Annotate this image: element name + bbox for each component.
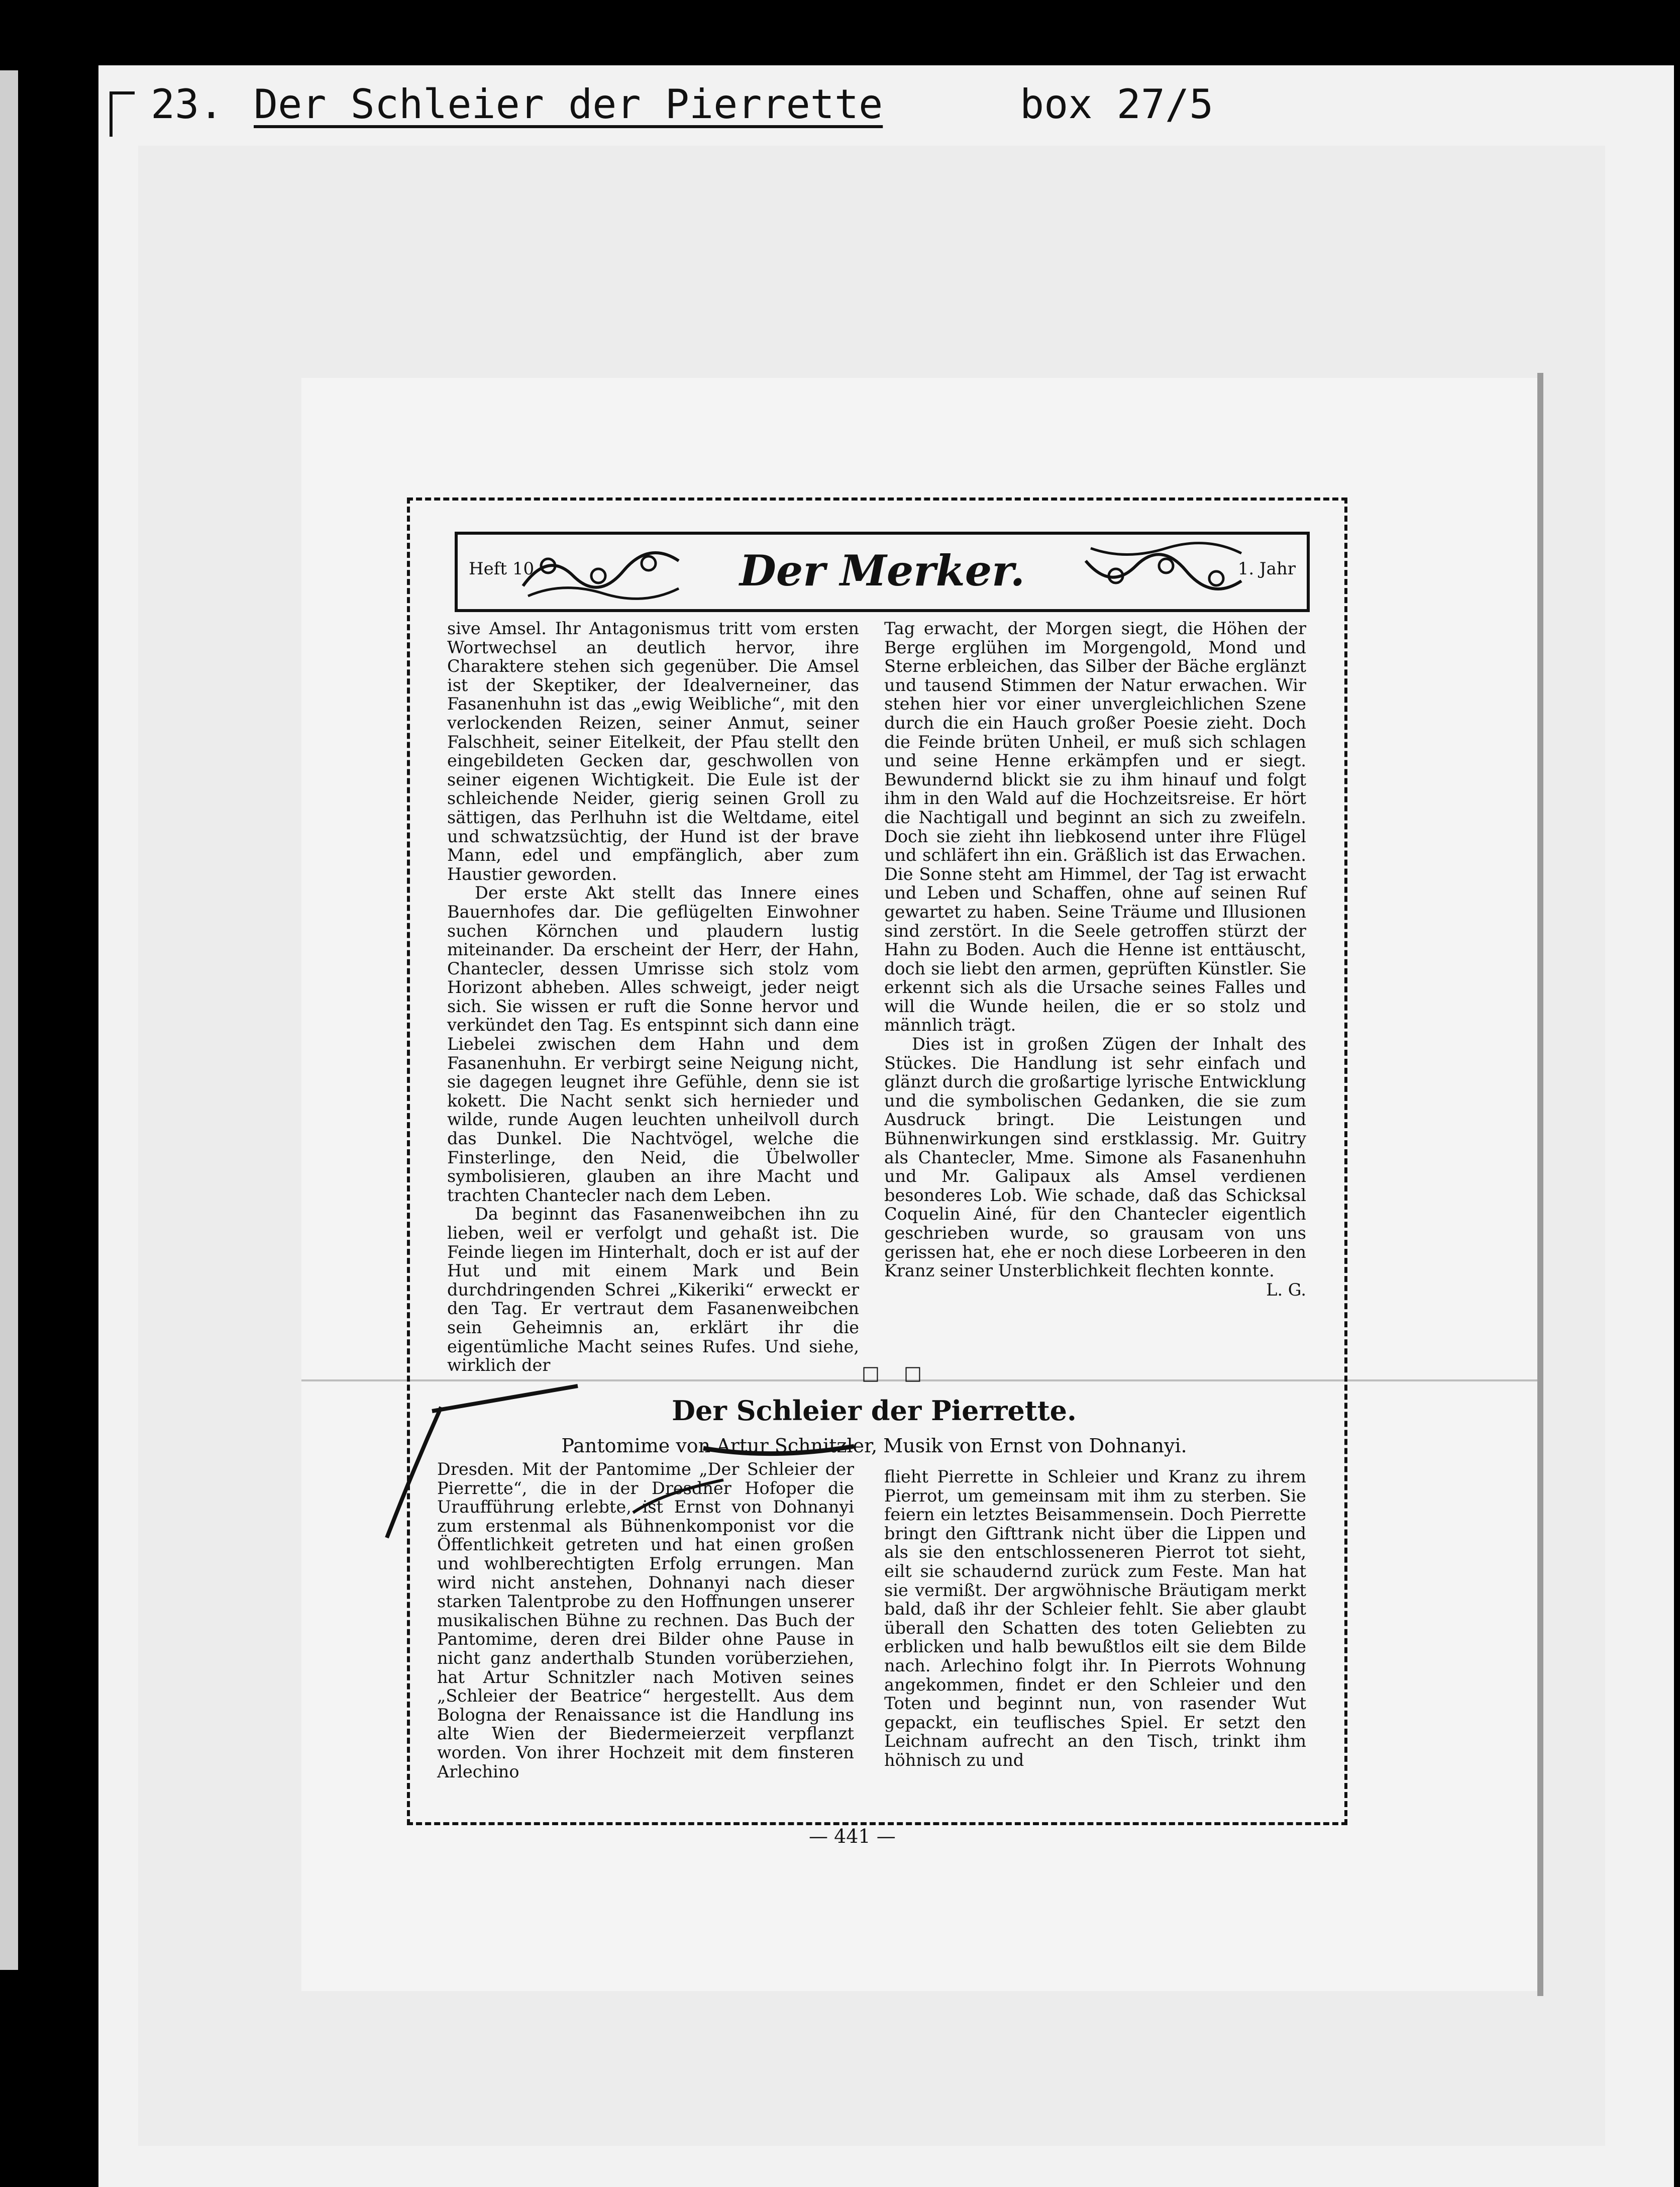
masthead-title: Der Merker. <box>740 546 1025 595</box>
article-title: Der Schleier der Pierrette. <box>672 1395 1077 1427</box>
card-title: Der Schleier der Pierrette <box>254 81 883 128</box>
author-signature: L. G. <box>1266 1279 1306 1300</box>
year-label: 1. Jahr <box>1237 559 1296 579</box>
paragraph: Dresden. Mit der Pantomime „Der Schleier der Pierrette“, die in der Dresdner Hofoper die Uraufführung erlebte, ist Ernst von Dohnanyi zum erstenmal als Bühnenkomponist vor die Öffentlichkeit getreten und hat einen großen und wohlberechtigten Erfolg errungen. Man wird nicht anstehen, Dohnanyi nach dieser starken Talentprobe zu den Hoffnungen unserer musikalischen Bühne zu rechnen. Das Buch der Pantomime, deren drei Bilder ohne Pause in nicht ganz anderthalb Stunden vorüberziehen, hat Artur Schnitzler nach Motiven seines „Schleier der Beatrice“ hergestellt. Aus dem Bologna der Renaissance ist die Handlung ins alte Wien der Biedermeierzeit verpflanzt worden. Von ihrer Hochzeit mit dem finsteren Arlechino <box>437 1459 854 1781</box>
paragraph: Tag erwacht, der Morgen siegt, die Höhen der Berge erglühen im Morgengold, Mond und Sterne erbleichen, das Silber der Bäche erglänzt und tausend Stimmen der Natur erwachen. Wir stehen hier vor einer unvergleichlichen Szene durch die ein Hauch großer Poesie zieht. Doch die Feinde brüten Unheil, er muß sich schlagen und seine Henne erkämpfen und er siegt. Bewundernd blickt sie zu ihm hinauf und folgt ihm in den Wald auf die Hochzeitsreise. Er hört die Nachtigall und beginnt an sich zu zweifeln. Doch sie zieht ihn liebkosend unter ihre Flügel und schläfert ihn ein. Gräßlich ist das Erwachen. Die Sonne steht am Himmel, der Tag ist erwacht und Leben und Schaffen, ohne auf seinen Ruf gewartet zu haben. Seine Träume und Illusionen sind zerstört. In die Seele getroffen stürzt der Hahn zu Boden. Auch die Henne ist enttäuscht, doch sie liebt den armen, geprüften Künstler. Sie erkennt sich als die Ursache seines Falles und will die Wunde heilen, die er so stolz und männlich trägt. <box>884 619 1306 1035</box>
paragraph: flieht Pierrette in Schleier und Kranz zu ihrem Pierrot, um gemeinsam mit ihm zu sterben. Sie feiern ein letztes Beisammensein. Doch Pierrette bringt den Gifttrank nicht über die Lippen und als sie den entschlosseneren Pierrot tot sieht, eilt sie schaudernd zurück zum Feste. Man hat sie vermißt. Der argwöhnische Bräutigam merkt bald, daß ihr der Schleier fehlt. Sie aber glaubt überall den Schatten des toten Geliebten zu erblicken und halb bewußtlos eilt sie dem Bilde nach. Arlechino folgt ihr. In Pierrots Wohnung angekommen, findet er den Schleier und den Toten und beginnt nun, von rasender Wut gepackt, ein teuflisches Spiel. Er setzt den Leichnam aufrecht an den Tisch, trinkt ihm höhnisch zu und <box>884 1467 1306 1770</box>
article-subtitle: Pantomime von Artur Schnitzler, Musik von Ernst von Dohnanyi. <box>561 1435 1187 1457</box>
paragraph: Der erste Akt stellt das Innere eines Bauernhofes dar. Die geflügelten Einwohner suchen Körnchen und plaudern lustig miteinander. Da erscheint der Herr, der Hahn, Chantecler, dessen Umrisse sich stolz vom Horizont abheben. Alles schweigt, jeder neigt sich. Sie wissen er ruft die Sonne hervor und verkündet den Tag. Es entspinnt sich dann eine Liebelei zwischen dem Hahn und dem Fasanenhuhn. Er verbirgt seine Neigung nicht, sie dagegen leugnet ihre Gefühle, denn sie ist kokett. Die Nacht senkt sich hernieder und wilde, runde Augen leuchten unheilvoll durch das Dunkel. Die Nachtvögel, welche die Finsterlinge, den Neid, die Übelwoller symbolisieren, glauben an ihre Macht und trachten Chantecler nach dem Leben. <box>447 883 859 1205</box>
paragraph: Dies ist in großen Zügen der Inhalt des Stückes. Die Handlung ist sehr einfach und glänzt durch die großartige lyrische Entwicklung und die symbolischen Gedanken, die sie zum Ausdruck bringt. Die Leistungen und Bühnenwirkungen sind erstklassig. Mr. Guitry als Chantecler, Mme. Simone als Fasanenhuhn und Mr. Galipaux als Amsel verdienen besonderes Lob. Wie schade, daß das Schicksal Coquelin Ainé, für den Chantecler eigentlich geschrieben wurde, so grausam von uns gerissen hat, ehe er noch diese Lorbeeren in den Kranz seiner Unsterblichkeit flechten konnte. <box>884 1034 1306 1281</box>
page-number: — 441 — <box>809 1825 896 1847</box>
card-number: 23. <box>151 81 224 128</box>
section-separator: □ □ <box>862 1362 931 1384</box>
box-label: box 27/5 <box>1020 81 1214 128</box>
paragraph: Da beginnt das Fasanenweibchen ihn zu lieben, weil er verfolgt und gehaßt ist. Die Feinde liegen im Hinterhalt, doch er ist auf der Hut und mit einem Mark und Bein durchdringenden Schrei „Kikeriki“ erweckt er den Tag. Er vertraut dem Fasanenweibchen sein Geheimnis an, erklärt ihr die eigentümliche Macht seines Rufes. Und siehe, wirklich der <box>447 1204 859 1375</box>
paragraph: sive Amsel. Ihr Antagonismus tritt vom ersten Wortwechsel an deutlich hervor, ihre Charaktere stehen sich gegenüber. Die Amsel ist der Skeptiker, der Idealverneiner, das Fasanenhuhn ist das „ewig Weibliche“, mit den verlockenden Reizen, seiner Anmut, seiner Falschheit, seiner Eitelkeit, der Pfau stellt den eingebildeten Gecken dar, geschwollen von seiner eigenen Wichtigkeit. Die Eule ist der schleichende Neider, gierig seinen Groll zu sättigen, das Perlhuhn ist die Weltdame, eitel und schwatzsüchtig, der Hund ist der brave Mann, edel und empfänglich, aber zum Haustier geworden. <box>447 619 859 884</box>
issue-label: Heft 10 <box>469 559 535 579</box>
